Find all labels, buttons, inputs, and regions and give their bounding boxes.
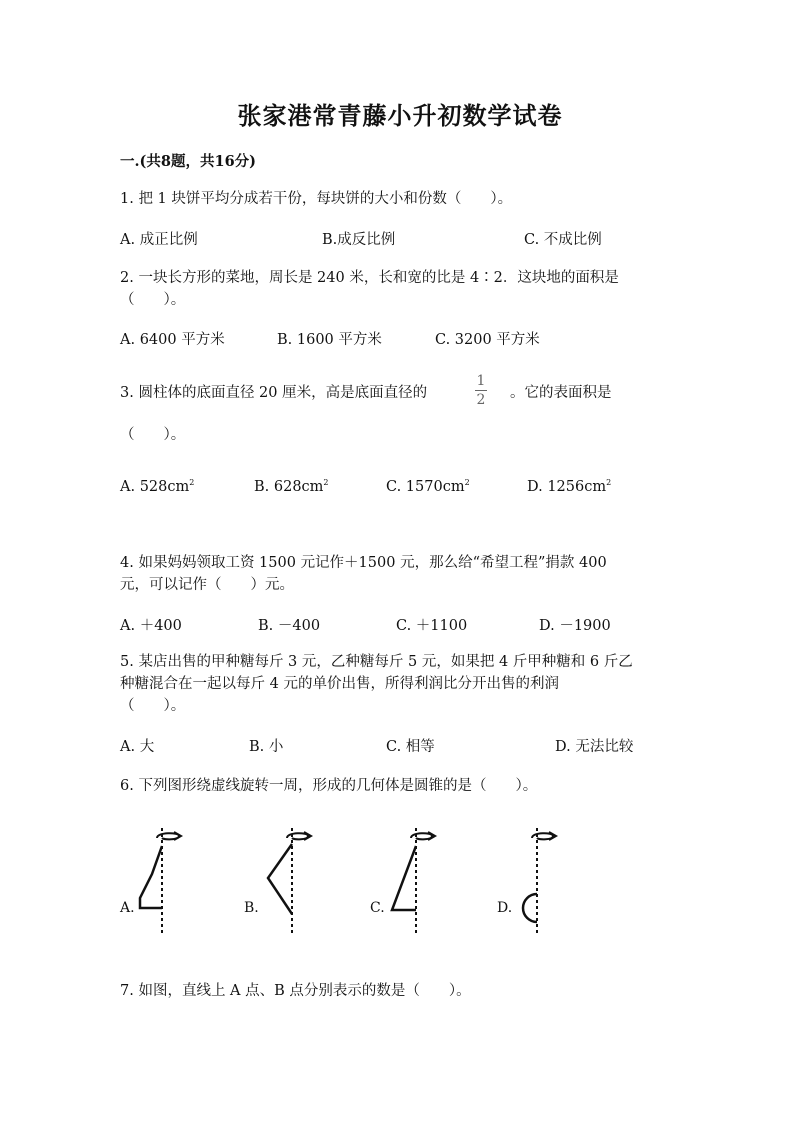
q4-option-d: D. －1900 bbox=[539, 618, 611, 634]
fraction-denominator: 2 bbox=[476, 392, 486, 408]
q1-option-c: C. 不成比例 bbox=[524, 232, 602, 248]
exam-title: 张家港常青藤小升初数学试卷 bbox=[237, 101, 563, 130]
q1-option-a: A. 成正比例 bbox=[120, 232, 198, 248]
fraction-numerator: 1 bbox=[476, 373, 486, 389]
q5-option-c: C. 相等 bbox=[386, 739, 435, 755]
figure-b-label: B. bbox=[244, 900, 259, 916]
question-5-line-2: 种糖混合在一起以每斤 4 元的单价出售，所得利润比分开出售的利润 bbox=[120, 676, 559, 692]
q3-option-d bbox=[527, 478, 611, 495]
q3-option-c bbox=[386, 478, 470, 495]
q1-option-b: B.成反比例 bbox=[322, 232, 396, 248]
question-4-line-2: 元，可以记作（ ）元。 bbox=[120, 577, 294, 593]
q3-option-a-text: A. 528cm bbox=[120, 478, 190, 495]
q3-option-a bbox=[120, 478, 194, 495]
question-4-line-1: 4. 如果妈妈领取工资 1500 元记作＋1500 元，那么给“希望工程”捐款 400 bbox=[120, 555, 607, 571]
question-3-text-after: 。它的表面积是 bbox=[510, 385, 612, 401]
q3-option-a-sup: 2 bbox=[189, 478, 195, 487]
figure-c-label: C. bbox=[370, 900, 385, 916]
question-2-line-2: （ ）。 bbox=[120, 292, 186, 308]
question-1: 1. 把 1 块饼平均分成若干份，每块饼的大小和份数（ ）。 bbox=[120, 191, 513, 207]
question-3-text-before: 3. 圆柱体的底面直径 20 厘米，高是底面直径的 bbox=[120, 385, 428, 401]
q2-option-b: B. 1600 平方米 bbox=[277, 332, 382, 348]
q5-option-a: A. 大 bbox=[120, 739, 155, 755]
figure-d-rotation-diagram bbox=[508, 826, 568, 936]
q3-option-b bbox=[254, 478, 329, 495]
q4-option-b: B. －400 bbox=[258, 618, 321, 634]
q5-option-b: B. 小 bbox=[249, 739, 284, 755]
figure-a-rotation-diagram bbox=[134, 826, 194, 936]
q3-option-d-sup: 2 bbox=[606, 478, 612, 487]
question-5-line-3: （ ）。 bbox=[120, 698, 186, 714]
question-6: 6. 下列图形绕虚线旋转一周，形成的几何体是圆锥的是（ ）。 bbox=[120, 778, 538, 794]
question-7: 7. 如图，直线上 A 点、B 点分别表示的数是（ ）。 bbox=[120, 983, 471, 999]
q5-option-d: D. 无法比较 bbox=[555, 739, 634, 755]
q3-option-c-text: C. 1570cm bbox=[386, 478, 465, 495]
section-heading: 一.(共8题，共16分) bbox=[120, 153, 257, 170]
q2-option-a: A. 6400 平方米 bbox=[120, 332, 225, 348]
question-5-line-1: 5. 某店出售的甲种糖每斤 3 元，乙种糖每斤 5 元，如果把 4 斤甲种糖和 6 斤乙 bbox=[120, 654, 633, 670]
figure-a-label: A. bbox=[120, 900, 135, 916]
figure-c-rotation-diagram bbox=[384, 826, 444, 936]
question-3-line-2: （ ）。 bbox=[120, 427, 186, 443]
q3-option-c-sup: 2 bbox=[464, 478, 470, 487]
q4-option-a: A. ＋400 bbox=[120, 618, 182, 634]
question-2-line-1: 2. 一块长方形的菜地，周长是 240 米，长和宽的比是 4∶2．这块地的面积是 bbox=[120, 270, 619, 286]
figure-d-label: D. bbox=[497, 900, 513, 916]
figure-b-rotation-diagram bbox=[260, 826, 320, 936]
q3-option-b-text: B. 628cm bbox=[254, 478, 324, 495]
q3-option-d-text: D. 1256cm bbox=[527, 478, 607, 495]
q4-option-c: C. ＋1100 bbox=[396, 618, 468, 634]
fraction-bar bbox=[475, 390, 487, 391]
fraction-one-half bbox=[474, 374, 488, 407]
q2-option-c: C. 3200 平方米 bbox=[435, 332, 540, 348]
q3-option-b-sup: 2 bbox=[323, 478, 329, 487]
